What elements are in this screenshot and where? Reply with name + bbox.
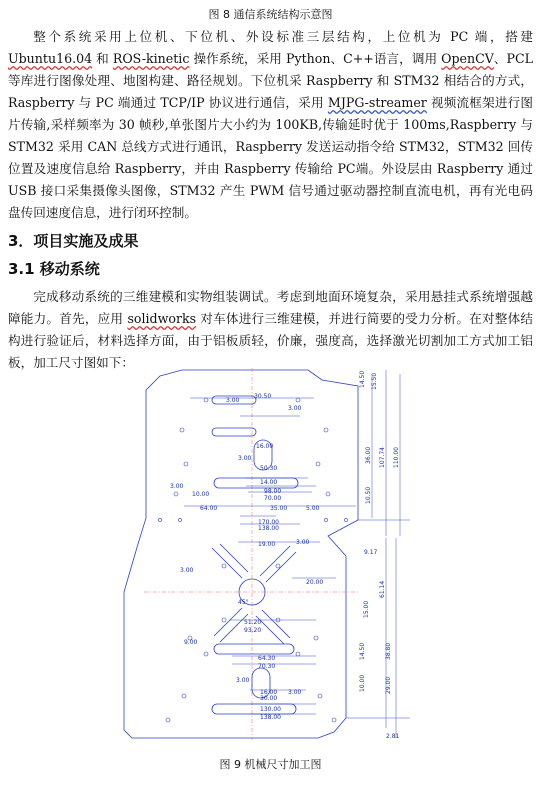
dimension-label: 3.00 (288, 689, 302, 696)
dimension-labels (170, 371, 400, 740)
dimension-label: 29.00 (385, 676, 392, 694)
section-heading: 3．项目实施及成果 (8, 232, 139, 250)
dimension-label: 98.00 (264, 488, 282, 495)
dimension-label: 70.00 (264, 495, 282, 502)
dimension-label: 3.00 (180, 567, 194, 574)
dimension-label: 2.81 (386, 733, 400, 740)
dimension-label: 64.30 (258, 655, 276, 662)
dimension-label: 14.50 (359, 642, 366, 660)
dimension-label: 3.00 (296, 539, 310, 546)
slots (212, 396, 298, 714)
dimension-label: 15.50 (371, 372, 378, 390)
dimension-label: 138.00 (258, 525, 279, 532)
paragraph-system-structure: 整个系统采用上位机、下位机、外设标准三层结构，上位机为 PC 端，搭建 Ubuntu16.04 和 ROS-kinetic 操作系统，采用 Python、C++语言，调用 OpenCV、PCL 等库进行图像处理、地图构建、路径规划。下位机采 Raspberry 和 STM32 相结合的方式，Raspberry 与 PC 端通过 TCP/IP 协议进行通信，采用 MJPG-streamer 视频流框架进行图片传输,采样频率为 30 帧秒,单张图片大小约为 100KB,传输延时优于 100ms,Raspberry 与 STM32 采用 CAN 总线方式进行通讯，Raspberry 发送运动指令给 STM32，STM32 回传位置及速度信息给 Raspberry，并由 Raspberry 传输给 PC端。外设层由 Raspberry 通过 USB 接口采集摄像头图像，STM32 产生 PWM 信号通过驱动器控制直流电机，再有光电码盘传回速度信息，进行闭环控制。 (8, 29, 534, 220)
dimension-label: 10.00 (359, 674, 366, 692)
dimension-label: 5.00 (306, 505, 320, 512)
dimension-label: 30.50 (254, 393, 272, 400)
dimension-label: 16.00 (256, 443, 274, 450)
figure-9-caption: 图 9 机械尺寸加工图 (219, 758, 322, 771)
dimension-label: 38.80 (385, 642, 392, 660)
dimension-label: 10.00 (192, 491, 210, 498)
dimension-label: 14.00 (260, 479, 278, 486)
dimension-label: 10.50 (365, 486, 372, 504)
dimension-label: 3.00 (288, 405, 302, 412)
figure-8-caption: 图 8 通信系统结构示意图 (208, 8, 333, 21)
dimension-label: 93.20 (244, 627, 262, 634)
dimension-label: 170.00 (258, 519, 279, 526)
dimension-label: 35.00 (270, 505, 288, 512)
dimension-label: 36.00 (365, 446, 372, 464)
term-opencv: OpenCV (441, 51, 494, 66)
dimension-label: 61.14 (379, 580, 386, 598)
subsection-heading: 3.1 移动系统 (8, 260, 100, 278)
dimension-label: 107.74 (379, 447, 386, 468)
dimension-label: 20.00 (306, 579, 324, 586)
dimension-label: 30.00 (260, 695, 278, 702)
dimension-label: 70.30 (258, 663, 276, 670)
dimension-label: 9.17 (364, 549, 378, 556)
dimension-label: 51.20 (244, 619, 262, 626)
paragraph-mobile-system: 完成移动系统的三维建模和实物组装调试。考虑到地面环境复杂，采用悬挂式系统增强越障能力。首先，应用 solidworks 对车体进行三维建模，并进行简要的受力分析。在对整体结构进行验证后，材料选择方面，由于铝板质轻，价廉，强度高，选择激光切割加工方式加工铝板，加工尺寸图如下： (8, 289, 533, 370)
dimension-label: 50.30 (260, 465, 278, 472)
dimension-label: 3.00 (226, 397, 240, 404)
dimension-label: 15.00 (363, 600, 370, 618)
dimension-label: 110.00 (393, 447, 400, 468)
dimension-label: 3.00 (170, 483, 184, 490)
dimension-label: 64.00 (200, 505, 218, 512)
dimension-label: 19.00 (258, 541, 276, 548)
dimension-label: 3.00 (238, 455, 252, 462)
dimension-label: 130.00 (260, 706, 281, 713)
dimension-label: 3.00 (236, 677, 250, 684)
dimension-label: 138.00 (260, 714, 281, 721)
term-ros-kinetic: ROS-kinetic (112, 51, 190, 66)
dimension-label: 9.00 (184, 639, 198, 646)
term-ubuntu: Ubuntu16.04 (8, 51, 93, 66)
term-mjpg-streamer: MJPG-streamer (327, 95, 427, 110)
term-solidworks: solidworks (127, 311, 197, 326)
dimension-label: 45° (238, 599, 249, 606)
mechanical-drawing (120, 368, 420, 752)
dimension-label: 14.50 (359, 370, 366, 388)
dimension-label: 16.00 (260, 689, 278, 696)
